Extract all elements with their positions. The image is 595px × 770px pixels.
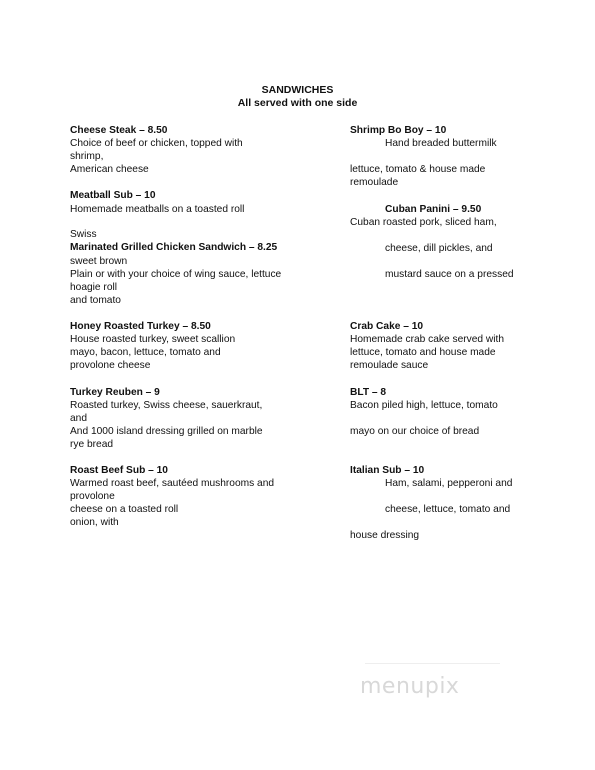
item-title: BLT – 8 [350, 387, 387, 398]
item-description: Homemade crab cake served with [350, 334, 505, 345]
menu-header [0, 84, 595, 110]
item-description: hoagie roll [70, 282, 118, 293]
item-description: and tomato [70, 295, 121, 306]
item-description: cheese, dill pickles, and [385, 243, 493, 254]
item-description: sweet brown [70, 256, 128, 267]
item-description: provolone [70, 491, 115, 502]
item-description: Hand breaded buttermilk [385, 138, 497, 149]
item-description: and [70, 413, 87, 424]
item-description: Warmed roast beef, sautéed mushrooms and [70, 478, 275, 489]
section-subtitle: All served with one side [237, 97, 358, 109]
item-title: Turkey Reuben – 9 [70, 387, 160, 398]
item-description: cheese on a toasted roll [70, 504, 179, 515]
item-title: Meatball Sub – 10 [70, 190, 156, 201]
section-title: SANDWICHES [261, 84, 334, 96]
item-description: Homemade meatballs on a toasted roll [70, 204, 245, 215]
item-description: onion, with [70, 517, 119, 528]
item-title: Cheese Steak – 8.50 [70, 125, 168, 136]
item-description: Ham, salami, pepperoni and [385, 478, 513, 489]
item-title: Crab Cake – 10 [350, 321, 424, 332]
item-description: And 1000 island dressing grilled on marble [70, 426, 263, 437]
item-description: Cuban roasted pork, sliced ham, [350, 217, 497, 228]
item-description: remoulade [350, 177, 399, 188]
item-description: Bacon piled high, lettuce, tomato [350, 400, 498, 411]
item-title: Italian Sub – 10 [350, 465, 425, 476]
item-description: Roasted turkey, Swiss cheese, sauerkraut, [70, 400, 263, 411]
item-description: lettuce, tomato & house made [350, 164, 486, 175]
item-description: American cheese [70, 164, 149, 175]
item-title: Shrimp Bo Boy – 10 [350, 125, 447, 136]
item-description: mayo on our choice of bread [350, 426, 480, 437]
item-description: House roasted turkey, sweet scallion [70, 334, 236, 345]
item-description: Choice of beef or chicken, topped with [70, 138, 243, 149]
item-description: provolone cheese [70, 360, 151, 371]
item-description: mustard sauce on a pressed [385, 269, 514, 280]
watermark-logo: menupix [360, 674, 460, 699]
item-description: Swiss [70, 229, 97, 240]
item-title: Cuban Panini – 9.50 [385, 204, 482, 215]
item-title: Honey Roasted Turkey – 8.50 [70, 321, 211, 332]
item-description: mayo, bacon, lettuce, tomato and [70, 347, 221, 358]
item-description: lettuce, tomato and house made [350, 347, 496, 358]
item-description: rye bread [70, 439, 114, 450]
item-description: cheese, lettuce, tomato and [385, 504, 511, 515]
watermark-rule [365, 663, 500, 664]
item-title: Marinated Grilled Chicken Sandwich – 8.25 [70, 242, 278, 253]
item-title: Roast Beef Sub – 10 [70, 465, 168, 476]
item-description: house dressing [350, 530, 420, 541]
item-description: shrimp, [70, 151, 104, 162]
item-description: remoulade sauce [350, 360, 429, 371]
item-description: Plain or with your choice of wing sauce, lettuce [70, 269, 282, 280]
